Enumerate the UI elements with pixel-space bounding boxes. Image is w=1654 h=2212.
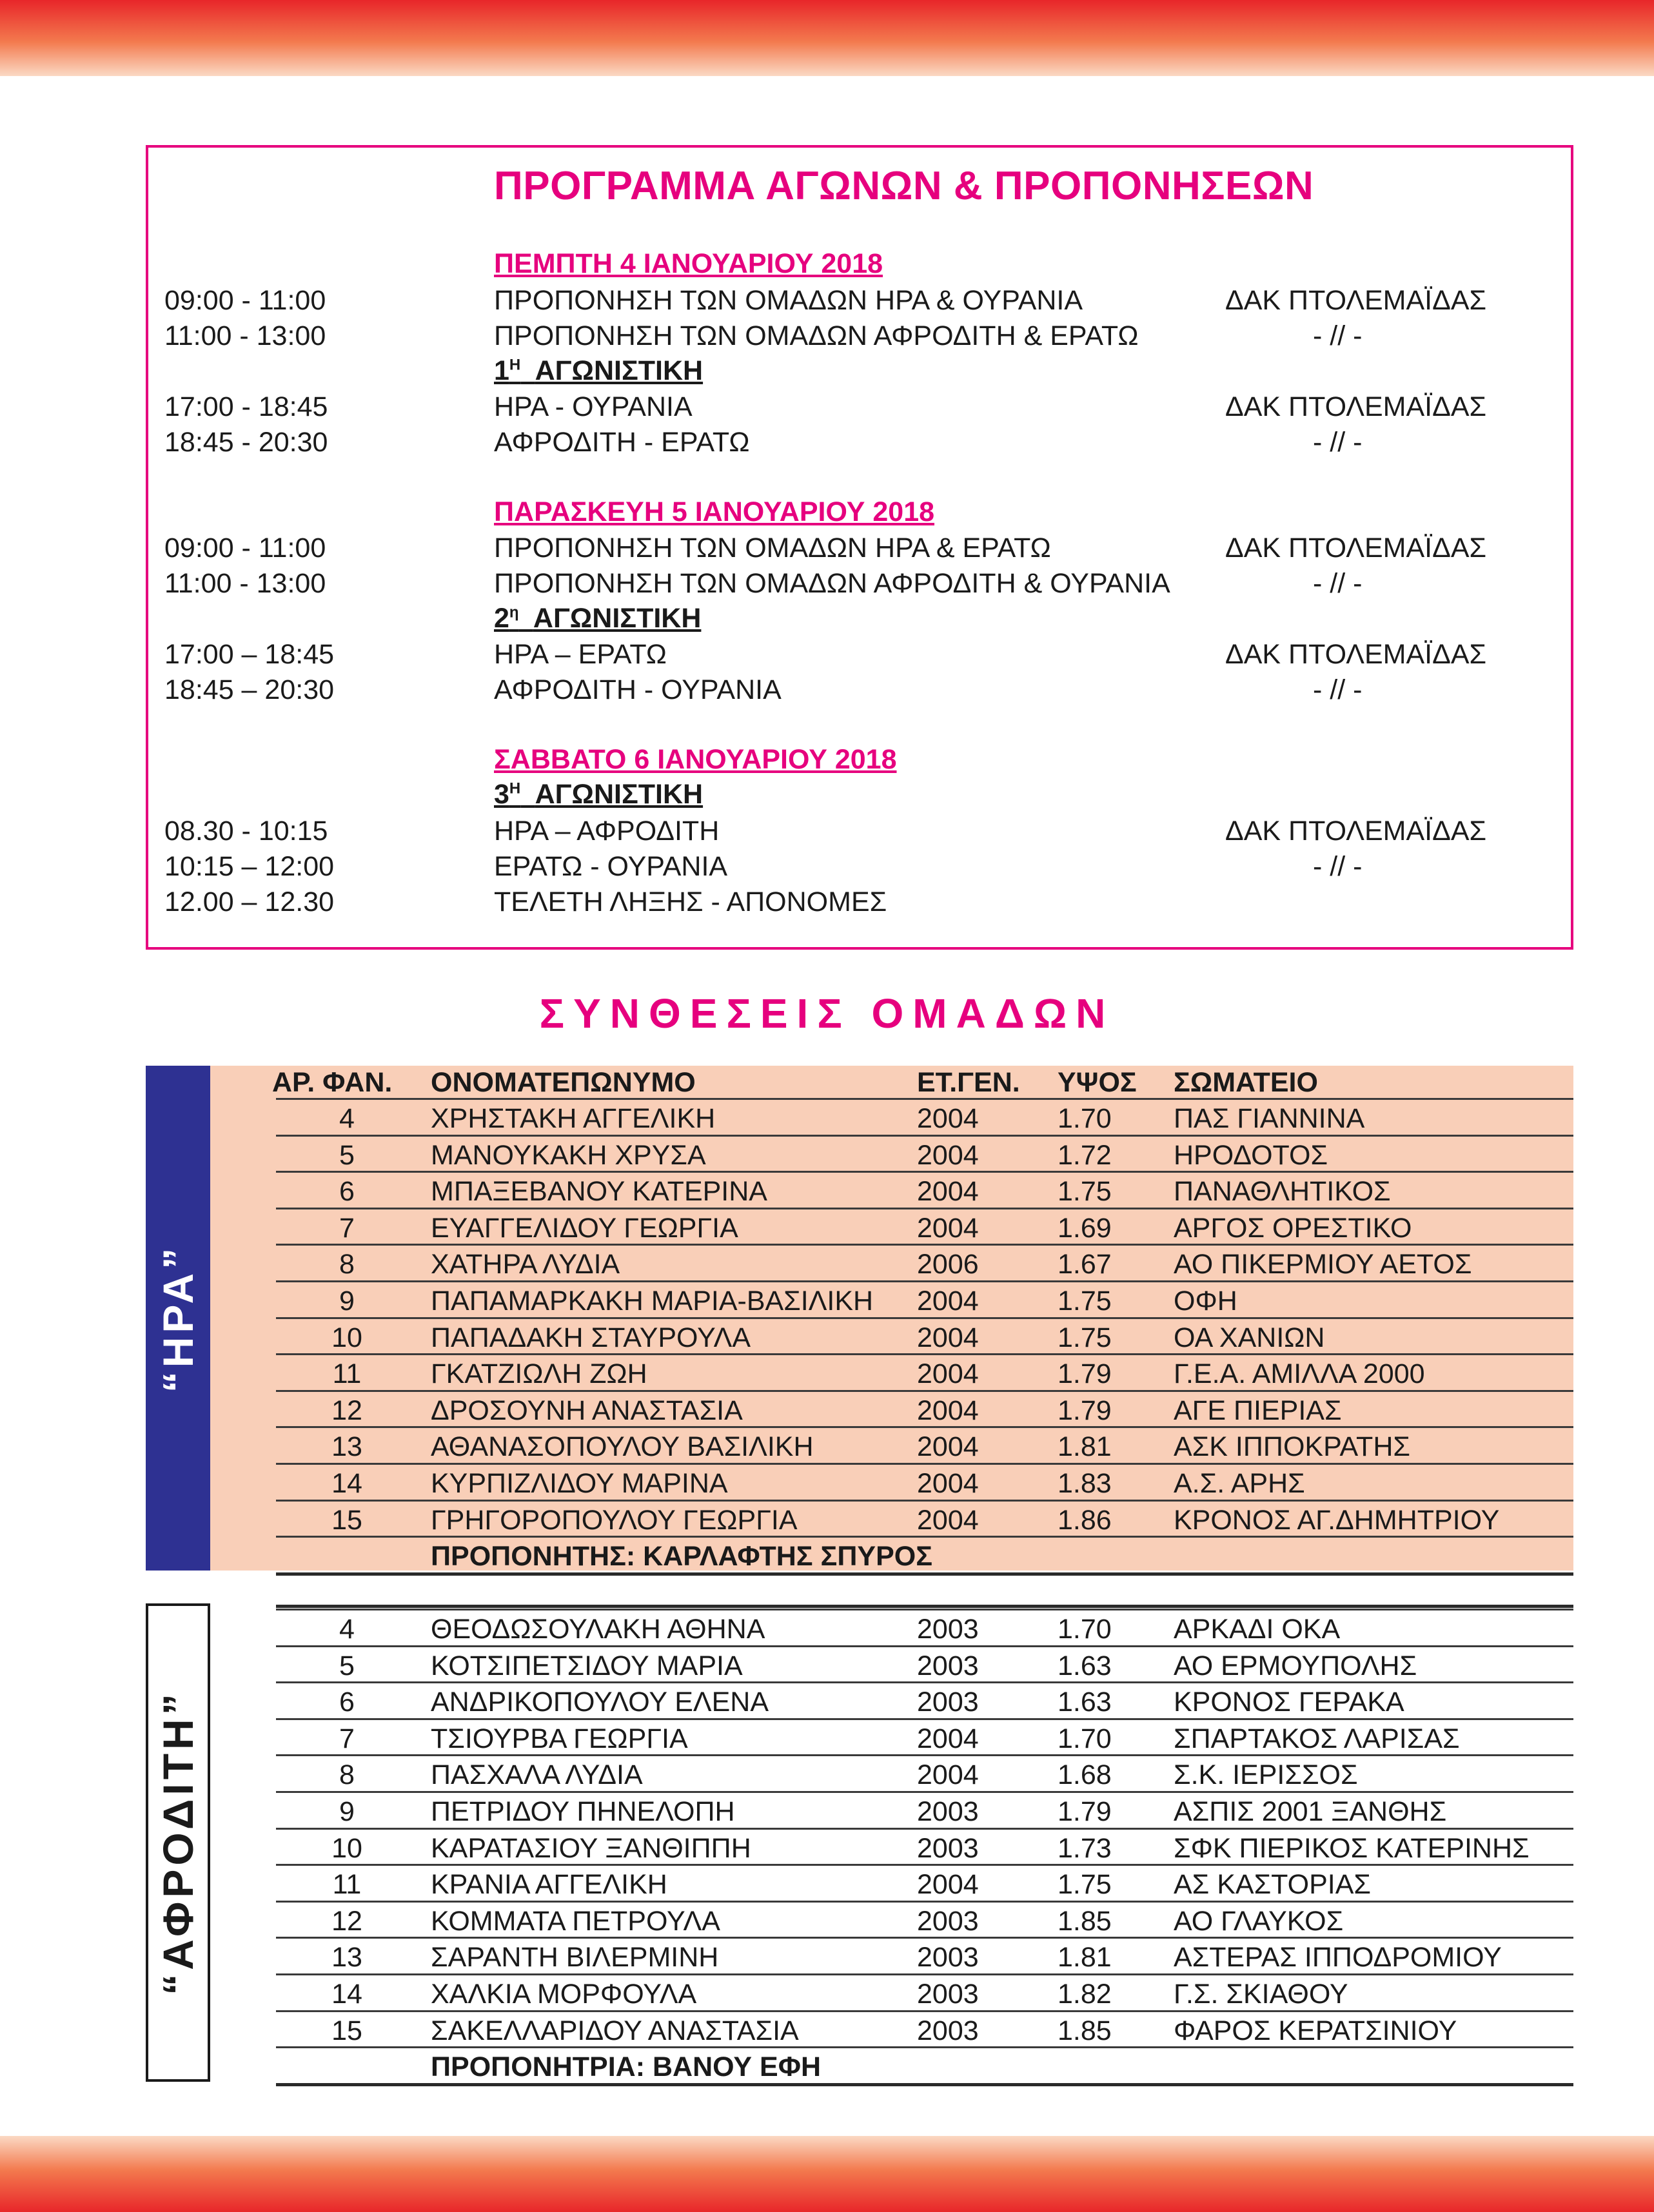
round-text: ΑΓΩΝΙΣΤΙΚΗ [535, 355, 704, 386]
player-club: Σ.Κ. ΙΕΡΙΣΣΟΣ [1174, 1759, 1358, 1791]
row-divider [276, 1280, 1573, 1282]
top-gradient-band [0, 0, 1654, 76]
player-name: ΠΑΣΧΑΛΑ ΛΥΔΙΑ [431, 1759, 643, 1791]
birth-year: 2004 [917, 1759, 979, 1791]
birth-year: 2003 [917, 2015, 979, 2046]
schedule-venue: ΔΑΚ ΠΤΟΛΕΜΑΪΔΑΣ [1225, 391, 1487, 422]
player-name: ΑΘΑΝΑΣΟΠΟΥΛΟΥ ΒΑΣΙΛΙΚΗ [431, 1431, 814, 1463]
jersey-number: 9 [339, 1796, 355, 1827]
birth-year: 2004 [917, 1468, 979, 1499]
table-header-row [0, 1063, 1654, 1100]
player-club: ΑΟ ΠΙΚΕΡΜΙΟΥ ΑΕΤΟΣ [1174, 1249, 1472, 1280]
table-row [0, 1829, 1654, 1866]
birth-year: 2003 [917, 1905, 979, 1937]
player-height: 1.70 [1058, 1614, 1112, 1645]
player-height: 1.63 [1058, 1650, 1112, 1681]
birth-year: 2003 [917, 1650, 979, 1681]
player-height: 1.81 [1058, 1431, 1112, 1463]
column-header-number: ΑΡ. ΦΑΝ. [272, 1067, 393, 1098]
schedule-row [0, 285, 1654, 317]
player-height: 1.68 [1058, 1759, 1112, 1791]
jersey-number: 4 [339, 1614, 355, 1645]
jersey-number: 15 [331, 1504, 362, 1536]
schedule-venue: - // - [1313, 568, 1363, 599]
schedule-time: 09:00 - 11:00 [164, 533, 326, 563]
schedule-row [0, 886, 1654, 919]
birth-year: 2003 [917, 1796, 979, 1827]
schedule-description: ΠΡΟΠΟΝΗΣΗ ΤΩΝ ΟΜΑΔΩΝ ΑΦΡΟΔΙΤΗ & ΕΡΑΤΩ [494, 320, 1139, 351]
player-club: ΑΟ ΓΛΑΥΚΟΣ [1174, 1905, 1344, 1937]
day-heading-saturday: ΣΑΒΒΑΤΟ 6 ΙΑΝΟΥΑΡΙΟΥ 2018 [494, 744, 897, 775]
player-height: 1.82 [1058, 1979, 1112, 2010]
jersey-number: 9 [339, 1286, 355, 1316]
schedule-title: ΠΡΟΓΡΑΜΜΑ ΑΓΩΝΩΝ & ΠΡΟΠΟΝΗΣΕΩΝ [494, 164, 1314, 208]
schedule-description: ΕΡΑΤΩ - ΟΥΡΑΝΙΑ [494, 851, 728, 882]
table-bottom-rule [276, 2083, 1573, 2086]
table-row [0, 1355, 1654, 1391]
player-height: 1.75 [1058, 1176, 1112, 1208]
round-ordinal: η [509, 603, 519, 622]
jersey-number: 6 [339, 1687, 355, 1718]
jersey-number: 7 [339, 1723, 355, 1754]
player-name: ΚΟΤΣΙΠΕΤΣΙΔΟΥ ΜΑΡΙΑ [431, 1650, 743, 1681]
player-height: 1.73 [1058, 1832, 1112, 1864]
row-divider [276, 1754, 1573, 1756]
schedule-time: 08.30 - 10:15 [164, 816, 328, 847]
jersey-number: 4 [339, 1103, 355, 1134]
jersey-number: 12 [331, 1395, 362, 1426]
schedule-row [0, 568, 1654, 600]
player-height: 1.83 [1058, 1468, 1112, 1499]
column-header-year: ΕΤ.ΓΕΝ. [917, 1067, 1020, 1098]
schedule-venue: ΔΑΚ ΠΤΟΛΕΜΑΪΔΑΣ [1225, 285, 1487, 316]
birth-year: 2004 [917, 1212, 979, 1244]
player-name: ΣΑΡΑΝΤΗ ΒΙΛΕΡΜΙΝΗ [431, 1942, 719, 1973]
jersey-number: 12 [331, 1905, 362, 1937]
table-row [0, 1792, 1654, 1829]
jersey-number: 5 [339, 1139, 355, 1171]
jersey-number: 8 [339, 1759, 355, 1791]
player-height: 1.72 [1058, 1139, 1112, 1171]
player-height: 1.63 [1058, 1687, 1112, 1718]
birth-year: 2004 [917, 1504, 979, 1536]
player-height: 1.67 [1058, 1249, 1112, 1280]
jersey-number: 13 [331, 1942, 362, 1973]
schedule-venue: - // - [1313, 427, 1363, 458]
jersey-number: 10 [331, 1322, 362, 1353]
player-club: ΑΣΤΕΡΑΣ ΙΠΠΟΔΡΟΜΙΟΥ [1174, 1942, 1502, 1973]
row-divider [276, 2010, 1573, 2012]
jersey-number: 15 [331, 2015, 362, 2046]
row-divider [276, 1098, 1573, 1100]
birth-year: 2004 [917, 1286, 979, 1316]
player-club: Γ.Σ. ΣΚΙΑΘΟΥ [1174, 1979, 1348, 2010]
birth-year: 2003 [917, 1979, 979, 2010]
round-ordinal: Η [509, 356, 521, 374]
table-bottom-rule [276, 1572, 1573, 1576]
row-divider [276, 1791, 1573, 1793]
row-divider [276, 1681, 1573, 1683]
jersey-number: 8 [339, 1249, 355, 1280]
row-divider [276, 1718, 1573, 1720]
day-heading-friday: ΠΑΡΑΣΚΕΥΗ 5 ΙΑΝΟΥΑΡΙΟΥ 2018 [494, 496, 935, 527]
player-club: ΑΣ ΚΑΣΤΟΡΙΑΣ [1174, 1869, 1371, 1901]
day-heading-thursday: ΠΕΜΠΤΗ 4 ΙΑΝΟΥΑΡΙΟΥ 2018 [494, 248, 883, 279]
schedule-description: ΗΡΑ – ΑΦΡΟΔΙΤΗ [494, 816, 720, 847]
player-height: 1.85 [1058, 2015, 1112, 2046]
table-row [0, 1719, 1654, 1756]
table-row [0, 1172, 1654, 1209]
round-heading-3 [494, 779, 703, 810]
table-row [0, 1464, 1654, 1501]
player-height: 1.79 [1058, 1358, 1112, 1390]
player-height: 1.75 [1058, 1286, 1112, 1316]
player-name: ΠΕΤΡΙΔΟΥ ΠΗΝΕΛΟΠΗ [431, 1796, 735, 1827]
player-height: 1.85 [1058, 1905, 1112, 1937]
jersey-number: 14 [331, 1468, 362, 1499]
player-name: ΣΑΚΕΛΛΑΡΙΔΟΥ ΑΝΑΣΤΑΣΙΑ [431, 2015, 799, 2046]
schedule-description: ΗΡΑ - ΟΥΡΑΝΙΑ [494, 391, 693, 422]
player-name: ΔΡΟΣΟΥΝΗ ΑΝΑΣΤΑΣΙΑ [431, 1395, 743, 1426]
birth-year: 2004 [917, 1103, 979, 1134]
schedule-venue: ΔΑΚ ΠΤΟΛΕΜΑΪΔΑΣ [1225, 639, 1487, 670]
schedule-venue: - // - [1313, 320, 1363, 351]
row-divider [276, 1353, 1573, 1355]
schedule-description: ΗΡΑ – ΕΡΑΤΩ [494, 639, 667, 670]
round-number: 2 [494, 603, 509, 634]
jersey-number: 13 [331, 1431, 362, 1463]
round-number: 3 [494, 779, 509, 810]
schedule-row [0, 851, 1654, 883]
player-name: ΕΥΑΓΓΕΛΙΔΟΥ ΓΕΩΡΓΙΑ [431, 1212, 738, 1244]
row-divider [276, 1828, 1573, 1830]
column-header-name: ΟΝΟΜΑΤΕΠΩΝΥΜΟ [431, 1067, 696, 1098]
jersey-number: 11 [332, 1869, 362, 1901]
player-height: 1.86 [1058, 1504, 1112, 1536]
player-club: Α.Σ. ΑΡΗΣ [1174, 1468, 1305, 1499]
teams-title: ΣΥΝΘΕΣΕΙΣ ΟΜΑΔΩΝ [539, 990, 1115, 1037]
table-row [0, 1501, 1654, 1538]
player-club: ΟΑ ΧΑΝΙΩΝ [1174, 1322, 1325, 1353]
round-heading-2 [494, 603, 701, 634]
player-name: ΚΑΡΑΤΑΣΙΟΥ ΞΑΝΘΙΠΠΗ [431, 1832, 751, 1864]
round-heading-1 [494, 355, 703, 387]
row-divider [276, 1135, 1573, 1137]
player-club: ΣΠΑΡΤΑΚΟΣ ΛΑΡΙΣΑΣ [1174, 1723, 1460, 1754]
schedule-time: 09:00 - 11:00 [164, 285, 326, 316]
player-height: 1.81 [1058, 1942, 1112, 1973]
table-row [0, 1427, 1654, 1464]
coach-name: ΠΡΟΠΟΝΗΤΡΙΑ: ΒΑΝΟΥ ΕΦΗ [431, 2051, 822, 2083]
schedule-venue: - // - [1313, 674, 1363, 705]
player-name: ΑΝΔΡΙΚΟΠΟΥΛΟΥ ΕΛΕΝΑ [431, 1687, 769, 1718]
bottom-gradient-band [0, 2136, 1654, 2212]
schedule-venue: ΔΑΚ ΠΤΟΛΕΜΑΪΔΑΣ [1225, 816, 1487, 847]
player-name: ΠΑΠΑΜΑΡΚΑΚΗ ΜΑΡΙΑ-ΒΑΣΙΛΙΚΗ [431, 1286, 874, 1316]
schedule-time: 12.00 – 12.30 [164, 886, 335, 917]
schedule-time: 11:00 - 13:00 [164, 320, 326, 351]
player-club: ΠΑΣ ΓΙΑΝΝΙΝΑ [1174, 1103, 1365, 1134]
table-row [0, 1902, 1654, 1939]
birth-year: 2003 [917, 1942, 979, 1973]
player-height: 1.70 [1058, 1103, 1112, 1134]
team-name: “ΗΡΑ” [154, 1244, 202, 1393]
player-name: ΠΑΠΑΔΑΚΗ ΣΤΑΥΡΟΥΛΑ [431, 1322, 751, 1353]
column-header-club: ΣΩΜΑΤΕΙΟ [1174, 1067, 1318, 1098]
table-row [0, 1318, 1654, 1355]
table-row [0, 1282, 1654, 1318]
birth-year: 2004 [917, 1176, 979, 1208]
schedule-row [0, 816, 1654, 848]
jersey-number: 6 [339, 1176, 355, 1208]
player-name: ΜΑΝΟΥΚΑΚΗ ΧΡΥΣΑ [431, 1139, 706, 1171]
table-row [0, 1683, 1654, 1719]
row-divider [276, 1244, 1573, 1246]
table-row [0, 1245, 1654, 1282]
table-row [0, 1647, 1654, 1683]
row-divider [276, 1901, 1573, 1903]
birth-year: 2004 [917, 1358, 979, 1390]
schedule-description: ΑΦΡΟΔΙΤΗ - ΕΡΑΤΩ [494, 427, 750, 458]
schedule-venue: - // - [1313, 851, 1363, 882]
row-divider [276, 1500, 1573, 1502]
player-club: ΣΦΚ ΠΙΕΡΙΚΟΣ ΚΑΤΕΡΙΝΗΣ [1174, 1832, 1530, 1864]
player-club: ΦΑΡΟΣ ΚΕΡΑΤΣΙΝΙΟΥ [1174, 2015, 1457, 2046]
jersey-number: 5 [339, 1650, 355, 1681]
schedule-description: ΠΡΟΠΟΝΗΣΗ ΤΩΝ ΟΜΑΔΩΝ ΗΡΑ & ΕΡΑΤΩ [494, 533, 1051, 563]
schedule-description: ΠΡΟΠΟΝΗΣΗ ΤΩΝ ΟΜΑΔΩΝ ΑΦΡΟΔΙΤΗ & ΟΥΡΑΝΙΑ [494, 568, 1170, 599]
row-divider [276, 1208, 1573, 1209]
player-name: ΧΡΗΣΤΑΚΗ ΑΓΓΕΛΙΚΗ [431, 1103, 716, 1134]
jersey-number: 11 [332, 1358, 362, 1390]
player-name: ΧΑΤΗΡΑ ΛΥΔΙΑ [431, 1249, 620, 1280]
row-divider [276, 1864, 1573, 1866]
player-height: 1.69 [1058, 1212, 1112, 1244]
schedule-venue: ΔΑΚ ΠΤΟΛΕΜΑΪΔΑΣ [1225, 533, 1487, 563]
player-club: ΑΡΚΑΔΙ ΟΚΑ [1174, 1614, 1341, 1645]
schedule-time: 17:00 - 18:45 [164, 391, 328, 422]
coach-name: ΠΡΟΠΟΝΗΤΗΣ: ΚΑΡΛΑΦΤΗΣ ΣΠΥΡΟΣ [431, 1541, 933, 1572]
player-height: 1.75 [1058, 1322, 1112, 1353]
schedule-time: 10:15 – 12:00 [164, 851, 335, 882]
table-row [0, 2011, 1654, 2048]
player-club: ΚΡΟΝΟΣ ΑΓ.ΔΗΜΗΤΡΙΟΥ [1174, 1504, 1500, 1536]
round-text: ΑΓΩΝΙΣΤΙΚΗ [533, 603, 702, 634]
schedule-row [0, 320, 1654, 353]
schedule-time: 18:45 – 20:30 [164, 674, 335, 705]
player-name: ΓΚΑΤΖΙΩΛΗ ΖΩΗ [431, 1358, 647, 1390]
schedule-row [0, 674, 1654, 707]
birth-year: 2003 [917, 1832, 979, 1864]
schedule-time: 18:45 - 20:30 [164, 427, 328, 458]
coach-row [0, 1537, 1654, 1574]
player-club: ΚΡΟΝΟΣ ΓΕΡΑΚΑ [1174, 1687, 1404, 1718]
schedule-description: ΑΦΡΟΔΙΤΗ - ΟΥΡΑΝΙΑ [494, 674, 782, 705]
player-club: Γ.Ε.Α. ΑΜΙΛΛΑ 2000 [1174, 1358, 1425, 1390]
birth-year: 2004 [917, 1395, 979, 1426]
schedule-row [0, 639, 1654, 671]
schedule-time: 11:00 - 13:00 [164, 568, 326, 599]
player-club: ΠΑΝΑΘΛΗΤΙΚΟΣ [1174, 1176, 1391, 1208]
table-row [0, 1975, 1654, 2011]
player-name: ΤΣΙΟΥΡΒΑ ΓΕΩΡΓΙΑ [431, 1723, 688, 1754]
schedule-time: 17:00 – 18:45 [164, 639, 335, 670]
player-height: 1.79 [1058, 1796, 1112, 1827]
round-ordinal: Η [509, 779, 521, 798]
row-divider [276, 1317, 1573, 1319]
table-row [0, 1209, 1654, 1246]
player-club: ΟΦΗ [1174, 1286, 1237, 1316]
row-divider [276, 1973, 1573, 1975]
player-name: ΚΟΜΜΑΤΑ ΠΕΤΡΟΥΛΑ [431, 1905, 720, 1937]
table-row [0, 1610, 1654, 1647]
row-divider [276, 1463, 1573, 1465]
player-height: 1.70 [1058, 1723, 1112, 1754]
player-name: ΚΡΑΝΙΑ ΑΓΓΕΛΙΚΗ [431, 1869, 667, 1901]
birth-year: 2004 [917, 1139, 979, 1171]
schedule-row [0, 533, 1654, 565]
player-height: 1.79 [1058, 1395, 1112, 1426]
table-row [0, 1756, 1654, 1792]
player-club: ΑΣΠΙΣ 2001 ΞΑΝΘΗΣ [1174, 1796, 1447, 1827]
round-number: 1 [494, 355, 509, 386]
table-row [0, 1099, 1654, 1136]
player-club: ΑΟ ΕΡΜΟΥΠΟΛΗΣ [1174, 1650, 1417, 1681]
player-name: ΧΑΛΚΙΑ ΜΟΡΦΟΥΛΑ [431, 1979, 697, 2010]
player-club: ΑΡΓΟΣ ΟΡΕΣΤΙΚΟ [1174, 1212, 1412, 1244]
team-name: “ΑΦΡΟΔΙΤΗ” [154, 1690, 202, 1995]
birth-year: 2003 [917, 1687, 979, 1718]
jersey-number: 10 [331, 1832, 362, 1864]
birth-year: 2006 [917, 1249, 979, 1280]
table-top-rule [276, 1605, 1573, 1608]
round-text: ΑΓΩΝΙΣΤΙΚΗ [535, 779, 704, 810]
birth-year: 2004 [917, 1322, 979, 1353]
player-height: 1.75 [1058, 1869, 1112, 1901]
row-divider [276, 1645, 1573, 1647]
row-divider [276, 1171, 1573, 1173]
coach-row [0, 2048, 1654, 2084]
row-divider [276, 1609, 1573, 1610]
table-row [0, 1391, 1654, 1428]
row-divider [276, 1426, 1573, 1428]
player-club: ΑΣΚ ΙΠΠΟΚΡΑΤΗΣ [1174, 1431, 1410, 1463]
row-divider [276, 1937, 1573, 1939]
row-divider [276, 1390, 1573, 1392]
player-name: ΜΠΑΞΕΒΑΝΟΥ ΚΑΤΕΡΙΝΑ [431, 1176, 767, 1208]
player-club: ΗΡΟΔΟΤΟΣ [1174, 1139, 1328, 1171]
jersey-number: 14 [331, 1979, 362, 2010]
table-row [0, 1865, 1654, 1902]
column-header-height: ΥΨΟΣ [1058, 1067, 1137, 1098]
player-name: ΘΕΟΔΩΣΟΥΛΑΚΗ ΑΘΗΝΑ [431, 1614, 765, 1645]
schedule-row [0, 391, 1654, 424]
birth-year: 2004 [917, 1869, 979, 1901]
schedule-row [0, 427, 1654, 459]
player-name: ΚΥΡΠΙΖΛΙΔΟΥ ΜΑΡΙΝΑ [431, 1468, 728, 1499]
player-name: ΓΡΗΓΟΡΟΠΟΥΛΟΥ ΓΕΩΡΓΙΑ [431, 1504, 798, 1536]
jersey-number: 7 [339, 1212, 355, 1244]
table-row [0, 1136, 1654, 1173]
birth-year: 2004 [917, 1431, 979, 1463]
schedule-description: ΤΕΛΕΤΗ ΛΗΞΗΣ - ΑΠΟΝΟΜΕΣ [494, 886, 887, 917]
birth-year: 2004 [917, 1723, 979, 1754]
table-row [0, 1938, 1654, 1975]
schedule-description: ΠΡΟΠΟΝΗΣΗ ΤΩΝ ΟΜΑΔΩΝ ΗΡΑ & ΟΥΡΑΝΙΑ [494, 285, 1083, 316]
player-club: ΑΓΕ ΠΙΕΡΙΑΣ [1174, 1395, 1342, 1426]
birth-year: 2003 [917, 1614, 979, 1645]
